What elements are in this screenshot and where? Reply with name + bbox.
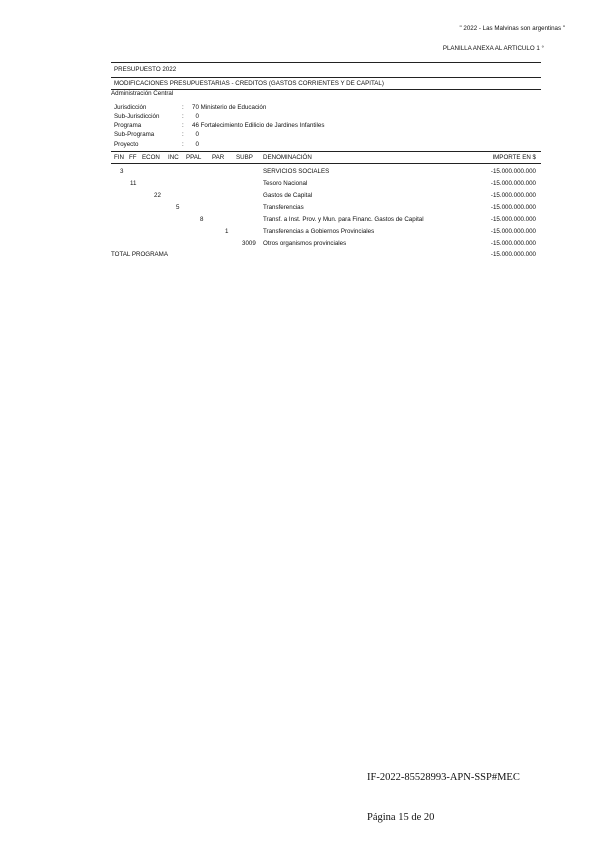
row-code: 11 [130, 180, 137, 187]
row-amount: -15.000.000.000 [490, 192, 536, 199]
info-label-subjurisdiccion: Sub-Jurisdicción [114, 113, 160, 120]
total-amount: -15.000.000.000 [490, 251, 536, 258]
row-name: SERVICIOS SOCIALES [263, 168, 330, 175]
document-id: IF-2022-85528993-APN-SSP#MEC [367, 772, 520, 783]
administration-label: Administración Central [111, 90, 174, 97]
info-label-programa: Programa [114, 122, 142, 129]
row-name: Transferencias a Gobiernos Provinciales [263, 228, 375, 235]
modifications-title: MODIFICACIONES PRESUPUESTARIAS - CREDITOS (GASTOS CORRIENTES Y DE CAPITAL) [114, 80, 384, 87]
info-label-jurisdiccion: Jurisdicción [114, 104, 147, 111]
divider [111, 89, 541, 90]
budget-title: PRESUPUESTO 2022 [114, 66, 177, 73]
divider [111, 62, 541, 63]
col-subp: SUBP [236, 154, 253, 161]
info-sep: : [182, 104, 184, 111]
col-inc: INC [168, 154, 179, 161]
row-code: 8 [200, 216, 204, 223]
row-amount: -15.000.000.000 [490, 180, 536, 187]
row-amount: -15.000.000.000 [490, 216, 536, 223]
divider [111, 77, 541, 78]
info-sep: : [182, 131, 184, 138]
info-value-subprograma: 0 [192, 131, 199, 138]
info-value-jurisdiccion: 70 Ministerio de Educación [192, 104, 267, 111]
info-label-subprograma: Sub-Programa [114, 131, 155, 138]
row-name: Gastos de Capital [263, 192, 313, 199]
row-code: 5 [176, 204, 180, 211]
annex-title: PLANILLA ANEXA AL ARTICULO 1 ° [442, 45, 544, 52]
info-value-proyecto: 0 [192, 141, 199, 148]
col-par: PAR [212, 154, 225, 161]
info-sep: : [182, 113, 184, 120]
divider [111, 163, 541, 164]
info-value-programa: 46 Fortalecimiento Edilicio de Jardines Infantiles [192, 122, 325, 129]
row-name: Transferencias [263, 204, 304, 211]
row-name: Transf. a Inst. Prov. y Mun. para Financ. Gastos de Capital [263, 216, 424, 223]
info-sep: : [182, 122, 184, 129]
row-amount: -15.000.000.000 [490, 204, 536, 211]
row-amount: -15.000.000.000 [490, 228, 536, 235]
row-amount: -15.000.000.000 [490, 240, 536, 247]
row-code: 3 [120, 168, 124, 175]
row-code: 3009 [242, 240, 256, 247]
col-ppal: PPAL [186, 154, 202, 161]
row-code: 22 [154, 192, 161, 199]
row-code: 1 [225, 228, 229, 235]
header-motto: " 2022 - Las Malvinas son argentinas " [459, 25, 565, 32]
col-ff: FF [129, 154, 137, 161]
page-number: Página 15 de 20 [367, 812, 435, 823]
col-econ: ECON [142, 154, 160, 161]
col-fin: FIN [114, 154, 124, 161]
info-value-subjurisdiccion: 0 [192, 113, 199, 120]
row-name: Tesoro Nacional [263, 180, 308, 187]
total-label: TOTAL PROGRAMA [111, 251, 168, 258]
col-importe: IMPORTE EN $ [492, 154, 536, 161]
divider [111, 151, 541, 152]
row-amount: -15.000.000.000 [490, 168, 536, 175]
info-label-proyecto: Proyecto [114, 141, 139, 148]
row-name: Otros organismos provinciales [263, 240, 347, 247]
col-denominacion: DENOMINACIÓN [263, 154, 312, 161]
info-sep: : [182, 141, 184, 148]
